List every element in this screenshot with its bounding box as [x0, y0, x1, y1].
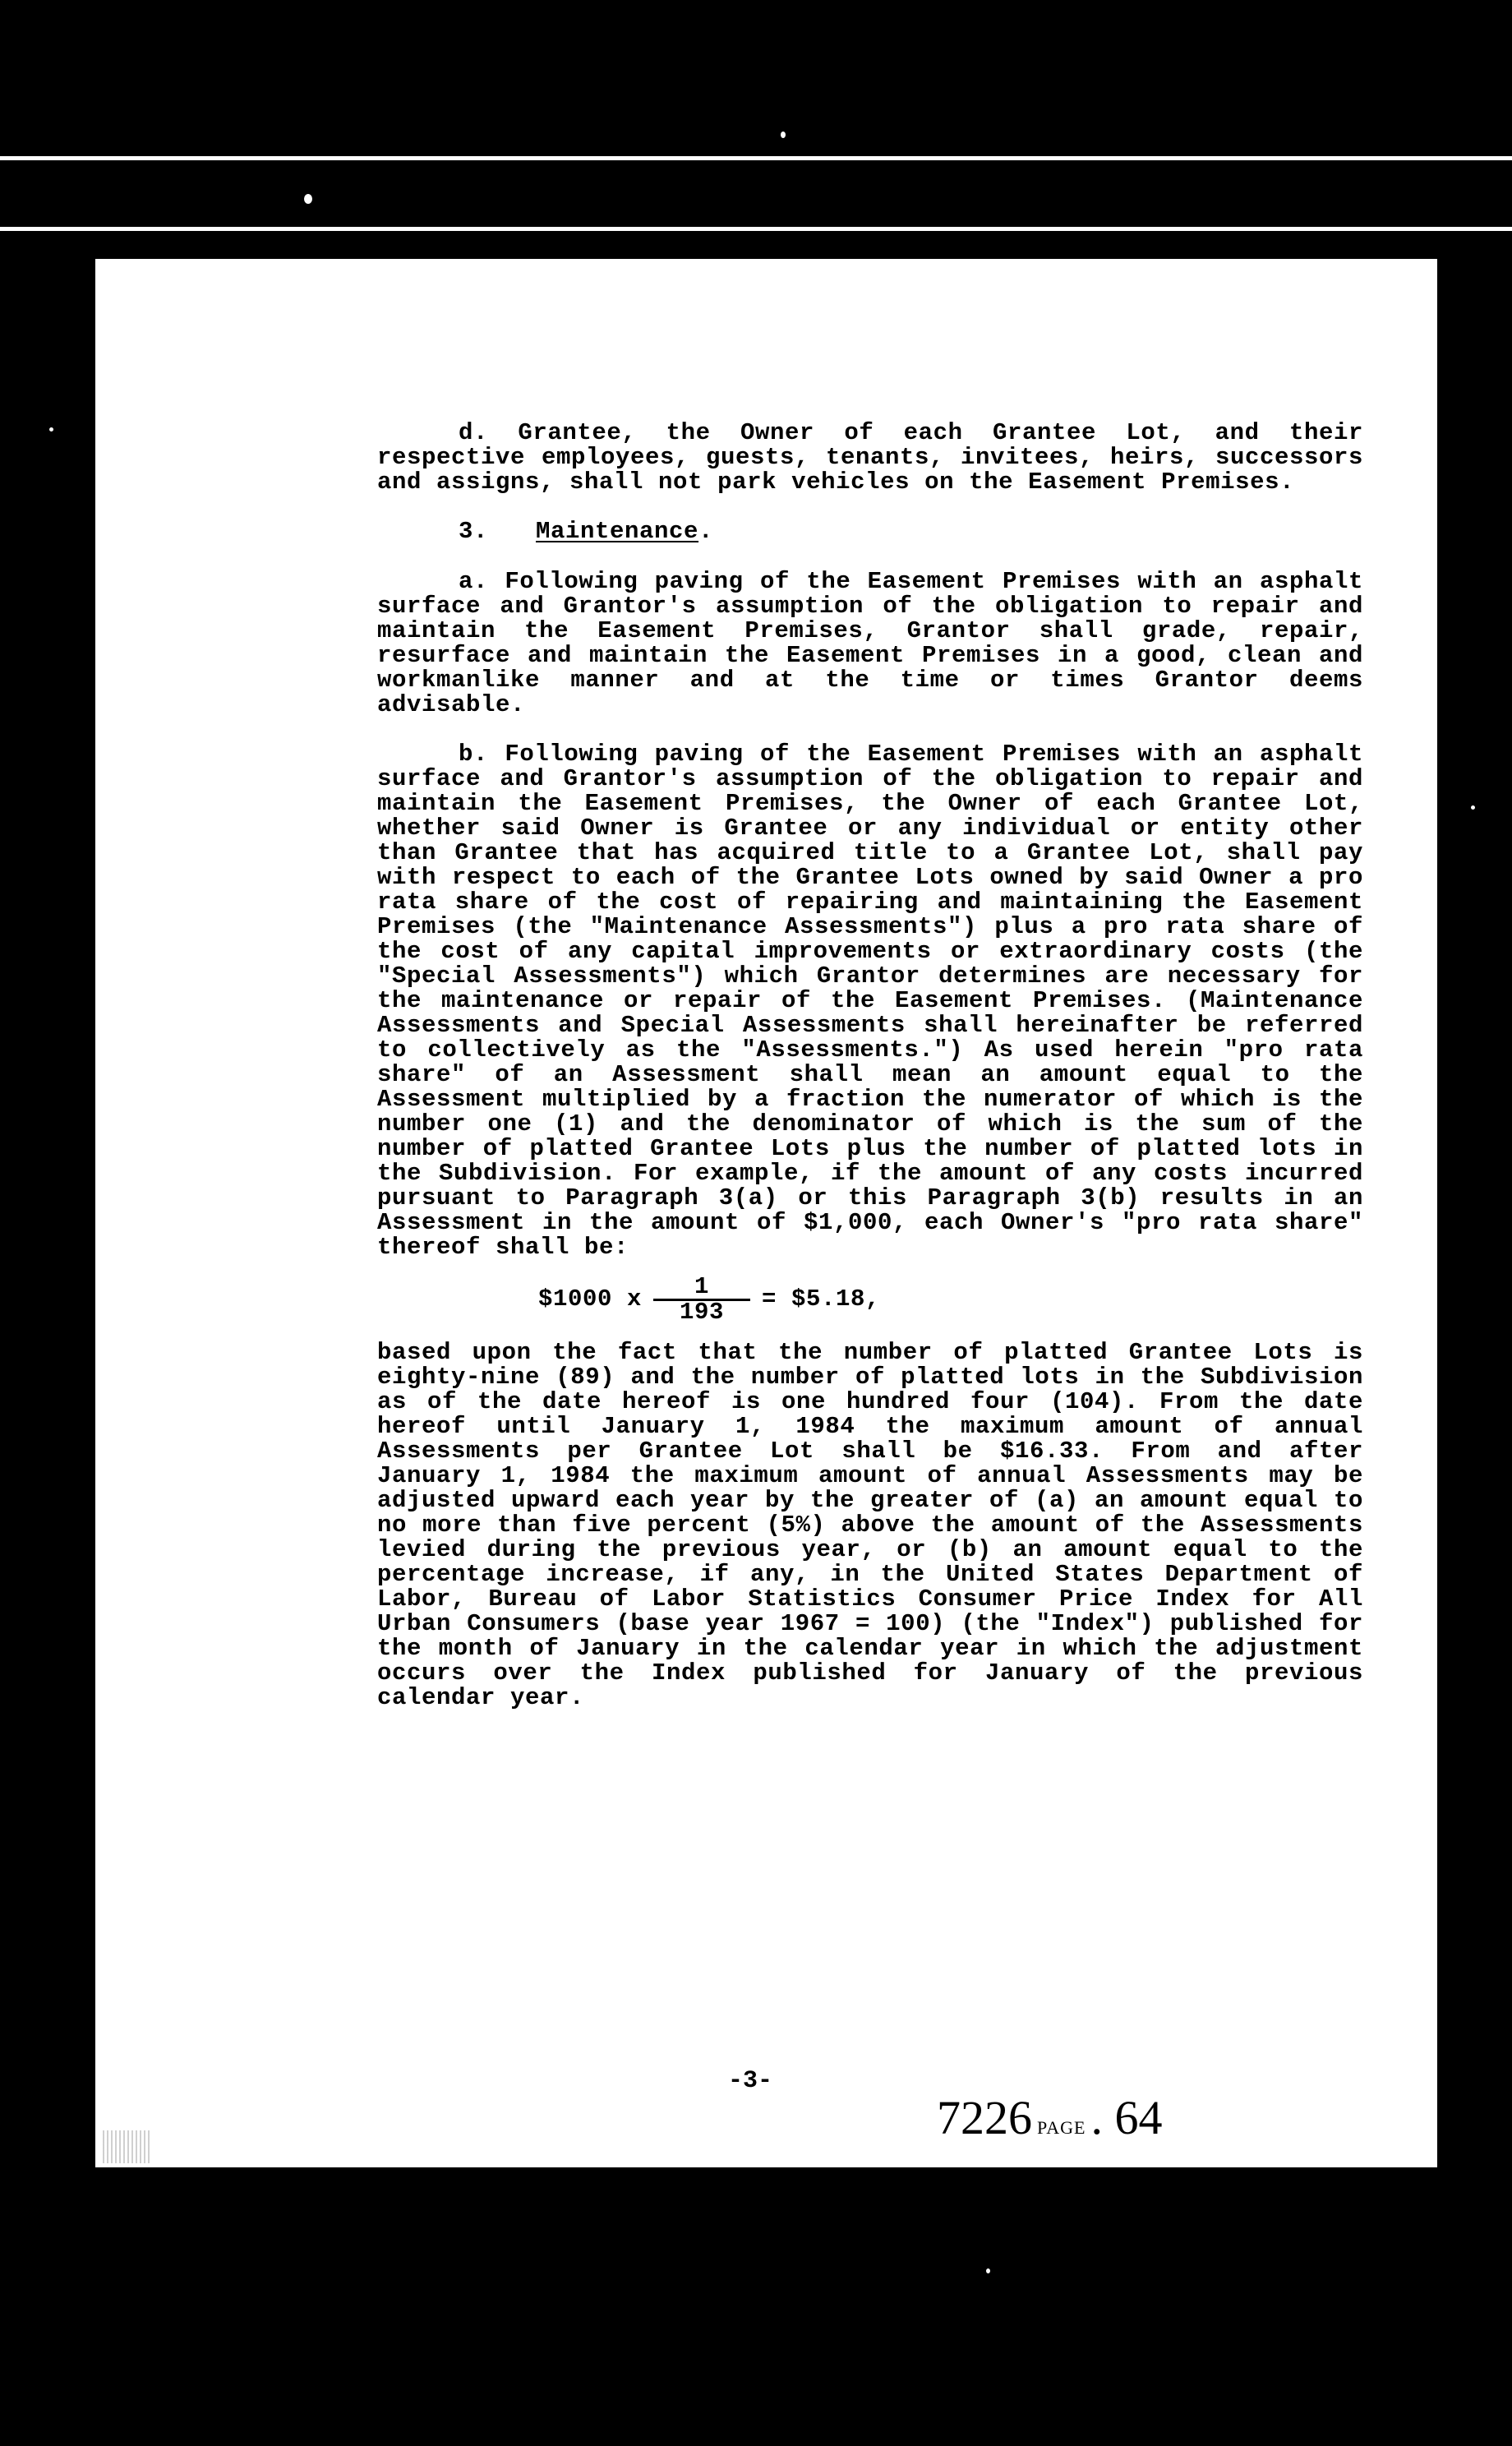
scan-artifact-band	[0, 156, 1512, 160]
document-body	[377, 421, 1363, 1710]
section-title: Maintenance	[536, 518, 699, 545]
scan-speck	[1471, 805, 1475, 810]
book-number: 7226	[937, 2091, 1032, 2144]
page-label: PAGE	[1037, 2117, 1086, 2138]
formula-denominator: 193	[680, 1298, 725, 1326]
formula-numerator: 1	[653, 1276, 750, 1301]
pro-rata-formula	[538, 1272, 1363, 1326]
paragraph-b	[377, 742, 1363, 1260]
document-page	[95, 259, 1437, 2167]
scan-speck	[304, 194, 312, 204]
formula-fraction	[653, 1272, 750, 1326]
paragraph-assessment-limits	[377, 1341, 1363, 1710]
section-heading-maintenance	[377, 519, 1363, 544]
scan-noise	[103, 2130, 152, 2163]
paragraph-assessment-limits-text: based upon the fact that the number of platted Grantee Lots is eighty-nine (89) and the number of platted lots in the Subdivision as of the date hereof is one hundred four (104). From the date hereof until January 1, 1984 the maximum amount of annual Assessments per Grantee Lot shall be $16.33. From and after January 1, 1984 the maximum amount of annual Assessments may be adjusted upward each year by the greater of (a) an amount equal to no more than five percent (5%) above the amount of the Assessments levied during the previous year, or (b) an amount equal to the percentage increase, if any, in the United States Department of Labor, Bureau of Labor Statistics Consumer Price Index for All Urban Consumers (base year 1967 = 100) (the "Index") published for the month of January in the calendar year in which the adjustment occurs over the Index published for January of the previous calendar year.	[377, 1339, 1363, 1711]
page-number: -3-	[728, 2067, 773, 2095]
paragraph-b-text: b. Following paving of the Easement Premises with an asphalt surface and Grantor's assumption of the obligation to repair and maintain the Easement Premises, the Owner of each Grantee Lot, whether said Owner is Grantee or any individual or entity other than Grantee that has acquired title to a Grantee Lot, shall pay with respect to each of the Grantee Lots owned by said Owner a pro rata share of the cost of repairing and maintaining the Easement Premises (the "Maintenance Assessments") plus a pro rata share of the cost of any capital improvements or extraordinary costs (the "Special Assessments") which Grantor determines are necessary for the maintenance or repair of the Easement Premises. (Maintenance Assessments and Special Assessments shall hereinafter be referred to collectively as the "Assessments.") As used herein "pro rata share" of an Assessment shall mean an amount equal to the Assessment multiplied by a fraction the numerator of which is the number one (1) and the denominator of which is the sum of the number of platted Grantee Lots plus the number of platted lots in the Subdivision. For example, if the amount of any costs incurred pursuant to Paragraph 3(a) or this Paragraph 3(b) results in an Assessment in the amount of $1,000, each Owner's "pro rata share" thereof shall be:	[377, 741, 1363, 1261]
scan-speck	[49, 427, 53, 432]
formula-right: = $5.18,	[762, 1285, 881, 1313]
paragraph-a-text: a. Following paving of the Easement Premises with an asphalt surface and Grantor's assumption of the obligation to repair and maintain the Easement Premises, Grantor shall grade, repair, resurface and maintain the Easement Premises in a good, clean and workmanlike manner and at the time or times Grantor deems advisable.	[377, 568, 1363, 718]
paragraph-a	[377, 570, 1363, 718]
scan-speck	[781, 132, 786, 138]
section-number: 3.	[459, 518, 489, 545]
formula-left: $1000 x	[538, 1285, 643, 1313]
paragraph-d-text: d. Grantee, the Owner of each Grantee Lot, and their respective employees, guests, tenants, invitees, heirs, successors and assigns, shall not park vehicles on the Easement Premises.	[377, 419, 1363, 496]
section-title-period: .	[698, 518, 714, 545]
paragraph-d	[377, 421, 1363, 495]
book-page-number: . 64	[1090, 2091, 1163, 2144]
scan-speck	[986, 2268, 990, 2273]
book-page-stamp	[937, 2090, 1162, 2145]
scan-artifact-band	[0, 227, 1512, 231]
